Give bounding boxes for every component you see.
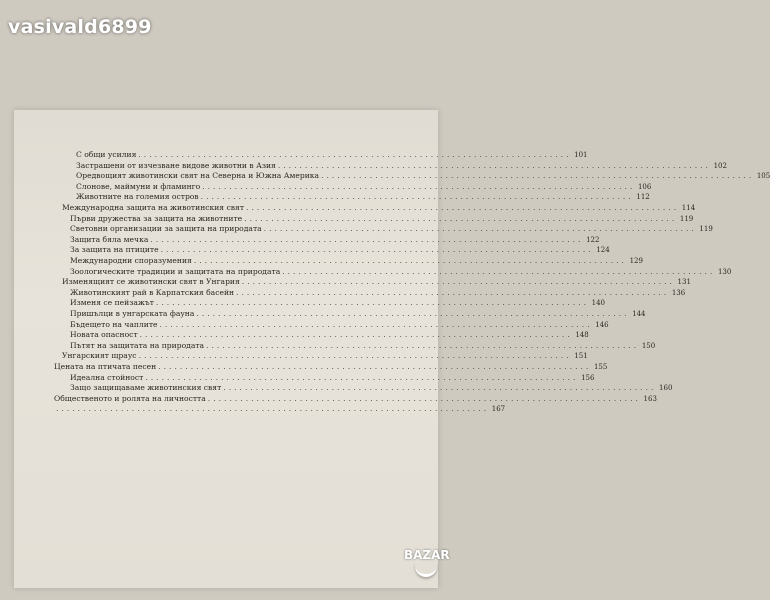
toc-entry-title: Световни организации за защита на природата <box>70 224 262 234</box>
toc-entry-title: Слонове, маймуни и фламинго <box>76 181 201 191</box>
toc-entry-page: 119 <box>699 225 713 234</box>
toc-entry-title: Изменя се пейзажът <box>70 298 154 308</box>
watermark-username: vasivald6899 <box>8 16 152 38</box>
toc-entry <box>70 266 732 277</box>
toc-entry-page: 148 <box>575 331 589 340</box>
toc-entry-page: 119 <box>679 214 694 223</box>
toc-entry-page: 124 <box>596 246 610 255</box>
toc-entry <box>76 192 650 202</box>
toc-entry-title: Изменящият се животински свят в Унгария <box>62 277 240 287</box>
toc-leader-dots: ................................................................................ <box>206 340 640 350</box>
toc-entry <box>70 330 589 340</box>
toc-entry-title: Зоологическите традиции и защитата на природата <box>70 266 281 276</box>
toc-entry-page: 102 <box>713 161 727 170</box>
toc-entry <box>70 234 600 245</box>
toc-entry <box>76 171 770 181</box>
toc-entry-title: Цената на птичата песен <box>54 362 157 371</box>
toc-entry-title: Защита бяла мечка <box>70 234 149 244</box>
toc-entry <box>70 309 646 319</box>
toc-entry-page: 114 <box>681 204 696 212</box>
toc-leader-dots: ................................................................................ <box>241 277 675 287</box>
toc-entry-page: 150 <box>641 341 656 350</box>
toc-entry <box>62 351 588 361</box>
toc-entry-title: Защо защищаваме животинския свят <box>70 383 222 393</box>
toc-leader-dots: ................................................................................ <box>223 383 657 393</box>
toc-entry-page: 122 <box>586 235 600 244</box>
toc-entry-page: 156 <box>581 373 595 382</box>
toc-leader-dots: ................................................................................ <box>236 287 670 297</box>
smile-icon <box>415 563 437 577</box>
toc-leader-dots: ................................................................................ <box>321 171 755 181</box>
toc-entry <box>70 256 643 266</box>
toc-entry <box>70 245 610 255</box>
toc-leader-dots: ................................................................................ <box>138 150 572 159</box>
toc-leader-dots: ................................................................................ <box>196 309 630 318</box>
toc-entry-title: С общи усилия <box>76 150 137 159</box>
toc-entry-title: Новата опасност <box>70 330 138 340</box>
toc-entry <box>76 181 652 192</box>
toc-leader-dots: ................................................................................ <box>150 234 584 244</box>
toc-entry-page: 131 <box>677 278 691 287</box>
toc-leader-dots: ................................................................................ <box>155 298 590 308</box>
bazar-logo-text: BAZAR <box>404 548 450 562</box>
toc-entry-title: Животинският рай в Карпатския басейн <box>70 287 235 297</box>
toc-entry-title: Животните на големия остров <box>76 192 199 202</box>
toc-entry <box>76 150 588 160</box>
toc-entry <box>70 383 673 393</box>
toc-entry-title: Пришълци в унгарската фауна <box>70 309 195 318</box>
toc-leader-dots: ................................................................................ <box>159 319 593 329</box>
toc-entry-title: Застрашени от изчезване видове животни в Азия <box>76 160 276 170</box>
toc-entry-page: 155 <box>593 363 608 371</box>
toc-entry-page: 129 <box>629 257 643 265</box>
toc-entry <box>70 224 713 234</box>
toc-leader-dots: ................................................................................ <box>145 372 579 382</box>
toc-entry-title: За защита на птиците <box>70 245 159 255</box>
toc-entry-page: 144 <box>632 310 646 318</box>
toc-leader-dots: ................................................................................ <box>263 224 697 234</box>
toc-leader-dots: ................................................................................ <box>200 192 634 202</box>
toc-entry-page: 130 <box>717 267 732 276</box>
toc-entry-page: 163 <box>643 394 657 403</box>
toc-entry-title: Бъдещето на чаплите <box>70 319 158 329</box>
toc-entry <box>54 362 608 372</box>
toc-entry-page: 136 <box>671 288 686 297</box>
toc-entry-title: Международна защита на животинския свят <box>62 203 245 212</box>
toc-entry-title: Opeдвoщият животински свят на Севeрна и Южна Америка <box>76 171 320 181</box>
toc-entry <box>70 298 606 308</box>
bazar-logo <box>404 548 448 598</box>
toc-entry-page: 146 <box>595 320 609 329</box>
toc-entry-page: 167 <box>491 405 506 414</box>
toc-leader-dots: ................................................................................ <box>138 351 572 361</box>
toc-entry-page: 140 <box>591 299 606 308</box>
toc-entry <box>62 277 691 287</box>
toc-entry-page: 106 <box>637 182 652 191</box>
toc-entry <box>70 340 656 351</box>
toc-leader-dots: ................................................................................ <box>158 362 592 371</box>
toc-leader-dots: ................................................................................ <box>202 181 636 191</box>
toc-leader-dots: ................................................................................ <box>277 160 711 170</box>
toc-leader-dots: ................................................................................ <box>246 203 680 212</box>
toc-entry-title: Идеална стойност <box>70 372 144 382</box>
toc-leader-dots: ................................................................................ <box>56 404 490 414</box>
toc-entry-title: Общественото и ролята на личността <box>54 393 206 403</box>
toc-entry-page: 112 <box>636 193 650 202</box>
toc-entry-page: 101 <box>574 151 588 159</box>
toc-leader-dots: ................................................................................ <box>282 266 716 276</box>
toc-leader-dots: ................................................................................ <box>193 256 627 265</box>
toc-leader-dots: ................................................................................ <box>160 245 594 255</box>
toc-entry <box>76 160 727 171</box>
toc-entry <box>70 372 595 383</box>
toc-entry <box>54 393 657 404</box>
toc-entry-title: Унгарският щраус <box>62 351 137 361</box>
toc-entry <box>54 404 506 414</box>
toc-entry <box>70 213 694 224</box>
toc-entry-page: 160 <box>659 384 673 393</box>
toc-entry <box>70 319 609 330</box>
toc-leader-dots: ................................................................................ <box>139 330 573 340</box>
toc-entry-page: 105 <box>756 172 770 181</box>
toc-entry <box>70 287 686 298</box>
book-page <box>14 110 770 588</box>
toc-leader-dots: ................................................................................ <box>207 393 641 403</box>
toc-entry-title: Международни споразумения <box>70 256 192 265</box>
toc-leader-dots: ................................................................................ <box>244 213 678 223</box>
toc-entry-title: Първи дружества за защита на животните <box>70 213 243 223</box>
toc-entry <box>62 203 696 213</box>
toc-entry-page: 151 <box>574 352 588 361</box>
toc-entry-title: Пътят на защитата на природата <box>70 340 205 350</box>
